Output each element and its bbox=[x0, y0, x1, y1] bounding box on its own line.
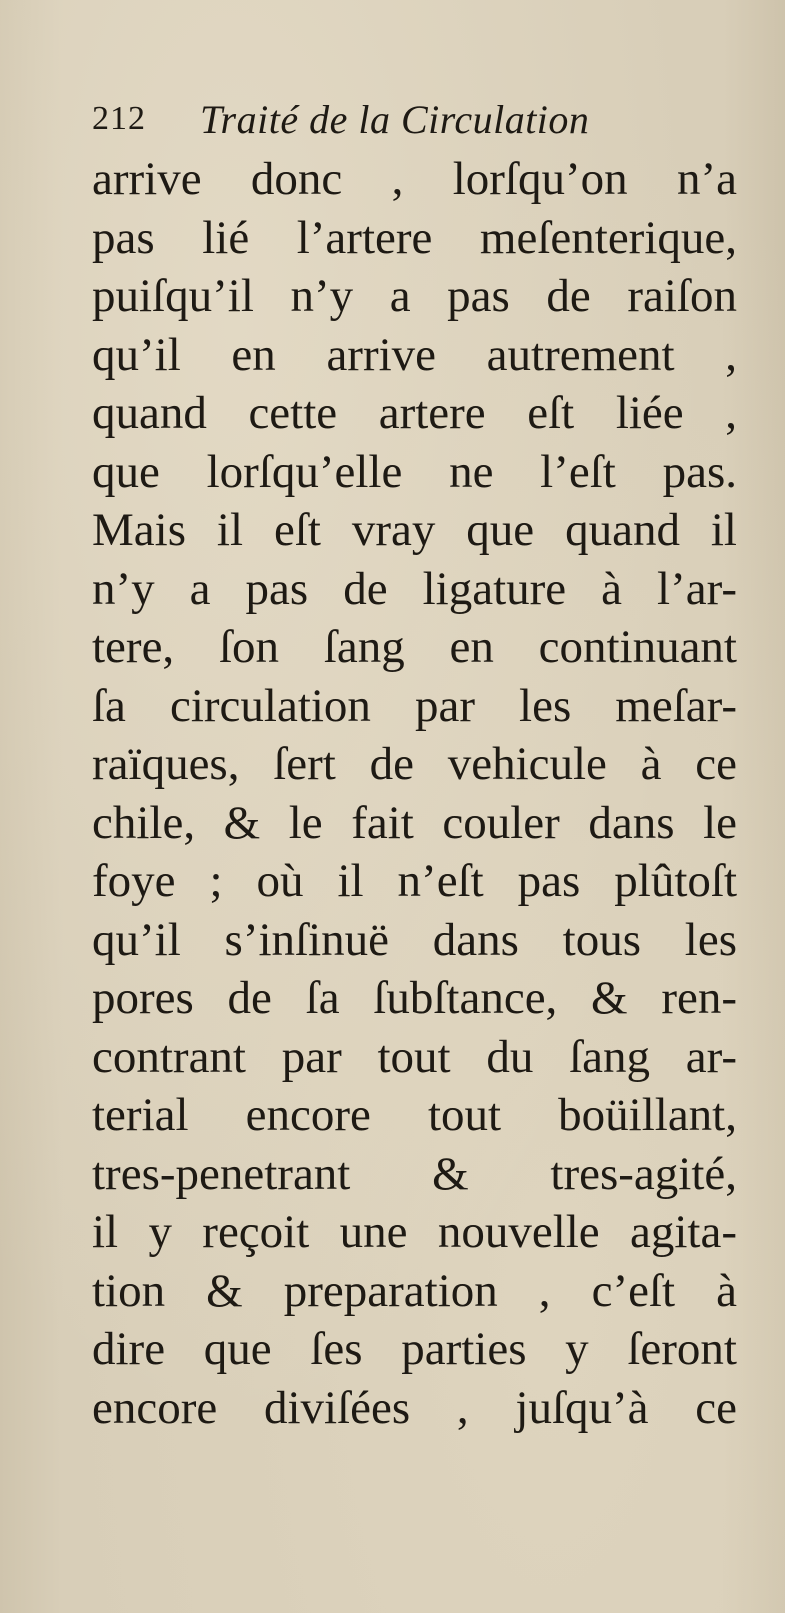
running-title: Traité de la Circulation bbox=[200, 97, 590, 142]
text-line: quand cette artere eſt liée , bbox=[92, 387, 737, 439]
text-line: encore diviſées , juſqu’à ce bbox=[92, 1381, 737, 1434]
text-line: ſa circulation par les meſar- bbox=[92, 679, 737, 732]
text-line: qu’il s’inſinuë dans tous les bbox=[92, 913, 737, 966]
text-line: foye ; où il n’eſt pas plûtoſt bbox=[92, 855, 737, 907]
text-line: chile, & le fait couler dans le bbox=[92, 796, 737, 849]
body-text bbox=[92, 150, 737, 1437]
text-line: Mais il eſt vray que quand il bbox=[92, 504, 737, 556]
text-line: puiſqu’il n’y a pas de raiſon bbox=[92, 270, 737, 322]
text-line: arrive donc , lorſqu’on n’a bbox=[92, 153, 737, 205]
text-line: pores de ſa ſubſtance, & ren- bbox=[92, 972, 737, 1024]
text-line: il y reçoit une nouvelle agita- bbox=[92, 1206, 737, 1258]
scan-margin bbox=[785, 0, 800, 1613]
text-line: raïques, ſert de vehicule à ce bbox=[92, 738, 737, 790]
text-line: tres-penetrant & tres-agité, bbox=[92, 1147, 737, 1200]
text-line: qu’il en arrive autrement , bbox=[92, 328, 737, 381]
text-line: dire que ſes parties y ſeront bbox=[92, 1323, 737, 1375]
text-line: contrant par tout du ſang ar- bbox=[92, 1030, 737, 1083]
page-number: 212 bbox=[92, 100, 146, 137]
text-line: terial encore tout boüillant, bbox=[92, 1089, 737, 1141]
text-line: n’y a pas de ligature à l’ar- bbox=[92, 562, 737, 615]
text-line: tion & preparation , c’eſt à bbox=[92, 1264, 737, 1317]
text-line: tere, ſon ſang en continuant bbox=[92, 621, 737, 673]
text-line: pas lié l’artere meſenterique, bbox=[92, 211, 737, 264]
page-header bbox=[92, 96, 712, 156]
text-line: que lorſqu’elle ne l’eſt pas. bbox=[92, 445, 737, 498]
